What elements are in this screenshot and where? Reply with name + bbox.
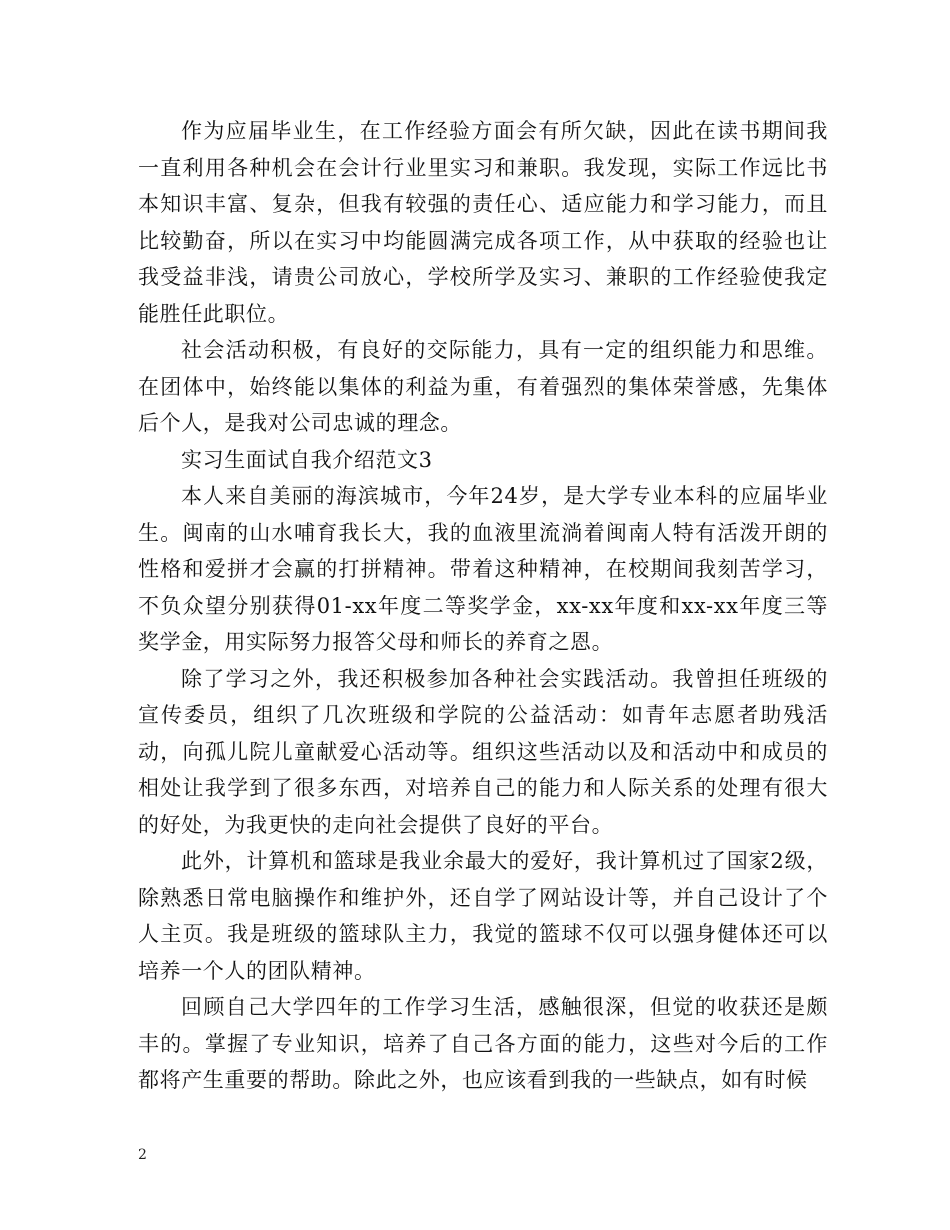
paragraph-social-activities: 社会活动积极，有良好的交际能力，具有一定的组织能力和思维。在团体中，始终能以集体的利益为重，有着强烈的集体荣誉感，先集体后个人，是我对公司忠诚的理念。	[138, 338, 828, 435]
paragraph-review: 回顾自己大学四年的工作学习生活，感触很深，但觉的收获还是颇丰的。掌握了专业知识，培养了自己各方面的能力，这些对今后的工作都将产生重要的帮助。除此之外，也应该看到我的一些缺点，如有时候	[138, 995, 828, 1092]
page-number: 2	[138, 1147, 147, 1163]
paragraph-introduction: 本人来自美丽的海滨城市，今年24岁，是大学专业本科的应届毕业生。闽南的山水哺育我长大，我的血液里流淌着闽南人特有活泼开朗的性格和爱拼才会赢的打拼精神。带着这种精神，在校期间我刻苦学习，不负众望分别获得01-xx年度二等奖学金，xx-xx年度和xx-xx年度三等奖学金，用实际努力报答父母和师长的养育之恩。	[138, 484, 828, 654]
paragraph-practice-activities: 除了学习之外，我还积极参加各种社会实践活动。我曾担任班级的宣传委员，组织了几次班级和学院的公益活动：如青年志愿者助残活动，向孤儿院儿童献爱心活动等。组织这些活动以及和活动中和成员的相处让我学到了很多东西，对培养自己的能力和人际关系的处理有很大的好处，为我更快的走向社会提供了良好的平台。	[138, 666, 828, 837]
section-heading: 实习生面试自我介绍范文3	[181, 447, 433, 472]
paragraph-hobbies: 此外，计算机和篮球是我业余最大的爱好，我计算机过了国家2级，除熟悉日常电脑操作和维护外，还自学了网站设计等，并自己设计了个人主页。我是班级的篮球队主力，我觉的篮球不仅可以强身健体还可以培养一个人的团队精神。	[138, 849, 828, 983]
document-body	[138, 113, 828, 1099]
paragraph-work-experience: 作为应届毕业生，在工作经验方面会有所欠缺，因此在读书期间我一直利用各种机会在会计行业里实习和兼职。我发现，实际工作远比书本知识丰富、复杂，但我有较强的责任心、适应能力和学习能力，而且比较勤奋，所以在实习中均能圆满完成各项工作，从中获取的经验也让我受益非浅，请贵公司放心，学校所学及实习、兼职的工作经验使我定能胜任此职位。	[138, 119, 828, 326]
